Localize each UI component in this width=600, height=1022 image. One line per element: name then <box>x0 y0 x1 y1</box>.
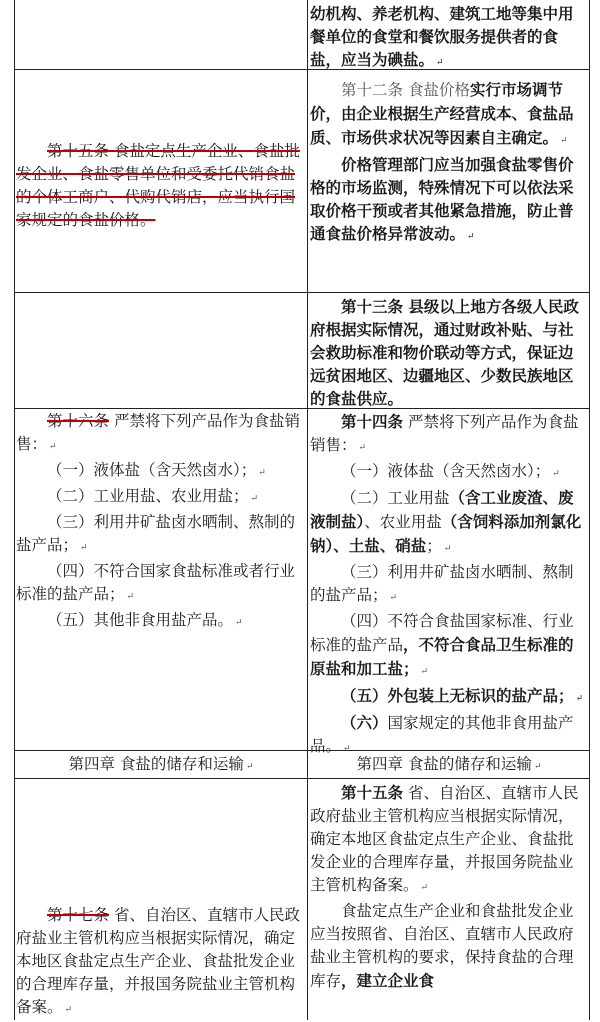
table-cell-new-continuation: 幼机构、养老机构、建筑工地等集中用餐单位的食堂和餐饮服务提供者的食盐，应当为碘盐。 ↵ <box>310 4 574 69</box>
chapter-heading-old: 第四章 食盐的储存和运输 ↵ <box>68 755 254 773</box>
table-column-divider <box>307 0 308 1020</box>
table-cell-old-article-17: 第十七条 省、自治区、直辖市人民政府盐业主管机构应当根据实际情况，确定本地区食盐定点生产企业、食盐批发企业的合理库存量，并报国务院盐业主管机构备案。 ↵ <box>16 906 300 1016</box>
table-cell-old-article-16: 第十六条 严禁将下列产品作为食盐销售： ↵ （一）液体盐（含天然卤水）； ↵ （二）工业用盐、农业用盐； ↵ （三）利用井矿盐卤水晒制、熬制的盐产品； ↵ （四）不符合国家食盐标准或者行业标准的盐产品； ↵ （五）其他非食用盐产品。 ↵ <box>16 412 300 629</box>
table-cell-new-article-12: 第十二条 食盐价格实行市场调节价，由企业根据生产经营成本、食盐品质、市场供求状况等因素自主确定。 ↵ 价格管理部门应当加强食盐零售价格的市场监测，特殊情况下可以依法采取价格干预或者其他紧急措施，防止普通食盐价格异常波动。 ↵ <box>310 80 574 243</box>
table-border-right <box>589 0 590 1020</box>
table-cell-new-article-14: 第十四条 严禁将下列产品作为食盐销售： ↵ （一）液体盐（含天然卤水）； ↵ （二）工业用盐（含工业废渣、废液制盐）、农业用盐（含饲料添加剂氯化钠）、土盐、硝盐； ↵ （三）利用井矿盐卤水晒制、熬制的盐产品； ↵ （四）不符合食盐国家标准、行业标准的盐产品，不符合食品卫生标准的原盐和加工盐； ↵ （五）外包装上无标识的盐产品； ↵ （六）国家规定的其他非食用盐产品。 ↵ <box>310 412 584 755</box>
table-border-left <box>14 0 15 1020</box>
row-divider <box>14 292 589 293</box>
table-cell-new-article-15: 第十五条 省、自治区、直辖市人民政府盐业主管机构应当根据实际情况，确定本地区食盐定点生产企业、食盐批发企业的合理库存量，并报国务院盐业主管机构备案。 ↵ 食盐定点生产企业和食盐批发企业应当按照省、自治区、直辖市人民政府盐业主管机构的要求，保持食盐的合理库存，建立企业食 <box>310 783 579 990</box>
table-cell-old-article-15: 第十五条 食盐定点生产企业、食盐批发企业、食盐零售单位和受委托代销食盐的个体工商户、代购代销店，应当执行国家规定的食盐价格。 <box>16 142 300 229</box>
table-cell-new-article-13: 第十三条 县级以上地方各级人民政府根据实际情况，通过财政补贴、与社会救助标准和物价联动等方式，保证边远贫困地区、边疆地区、少数民族地区的食盐供应。 <box>310 297 579 408</box>
chapter-heading-new: 第四章 食盐的储存和运输 ↵ <box>356 755 542 773</box>
